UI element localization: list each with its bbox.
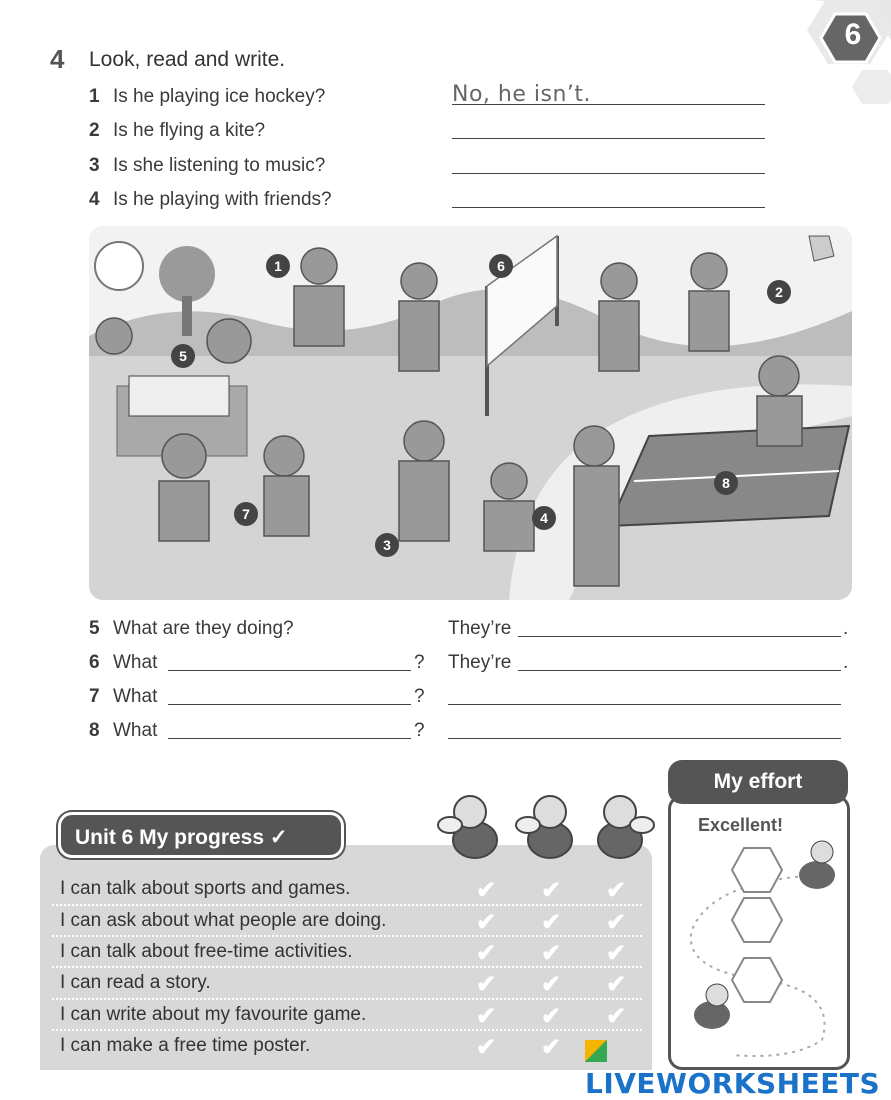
svg-text:4: 4 [540,510,548,526]
svg-text:6: 6 [497,258,505,274]
question-5: 5 What are they doing? [89,618,294,639]
question-2: 2 Is he flying a kite? [89,120,266,141]
liveworksheets-logo: LIVEWORKSHEETS [585,1034,891,1100]
question-7: 7 What [89,686,158,707]
bee-icon-sad [438,796,497,858]
question-6: 6 What [89,652,158,673]
exercise-instruction: Look, read and write. [89,48,286,71]
effort-hexagon-2[interactable] [732,898,782,942]
progress-item-1: I can talk about sports and games. [60,878,351,899]
progress-item-2: I can ask about what people are doing. [60,910,387,931]
tick-r4-c2[interactable]: ✔ [541,971,562,998]
marker-6 [489,254,513,278]
marker-7 [234,502,258,526]
prefix-5: They’re [448,618,512,639]
svg-text:2: 2 [775,284,783,300]
effort-hexagon-path [672,840,847,1065]
answer-line-6[interactable] [518,670,841,671]
tick-r4-c3[interactable]: ✔ [606,971,627,998]
tick-r3-c1[interactable]: ✔ [476,940,497,967]
qmark-8: ? [414,720,425,741]
tick-r6-c1[interactable]: ✔ [476,1034,497,1061]
bee-icon-happy [598,796,654,858]
tick-r3-c3[interactable]: ✔ [606,940,627,967]
svg-text:5: 5 [179,348,187,364]
progress-title: Unit 6 My progress ✓ [58,812,344,858]
svg-text:1: 1 [274,258,282,274]
tick-r2-c2[interactable]: ✔ [541,909,562,936]
bee-icon-top [799,841,835,889]
progress-item-3: I can talk about free-time activities. [60,941,353,962]
svg-text:7: 7 [242,506,250,522]
bee-rating-icons [430,780,660,870]
end-5: . [843,618,849,639]
tick-r5-c1[interactable]: ✔ [476,1003,497,1030]
bee-icon-ok [516,796,572,858]
question-8: 8 What [89,720,158,741]
question-3: 3 Is she listening to music? [89,155,326,176]
answer-line-4[interactable] [452,207,765,208]
question-line-7[interactable] [168,704,411,705]
qmark-7: ? [414,686,425,707]
end-6: . [843,652,849,673]
exercise-number: 4 [50,44,65,74]
tick-r5-c3[interactable]: ✔ [606,1003,627,1030]
answer-line-2[interactable] [452,138,765,139]
tick-r6-c2[interactable]: ✔ [541,1034,562,1061]
marker-3 [375,533,399,557]
tick-r1-c3[interactable]: ✔ [606,877,627,904]
tick-r2-c3[interactable]: ✔ [606,909,627,936]
park-illustration [89,226,852,600]
svg-text:8: 8 [722,475,730,491]
question-4: 4 Is he playing with friends? [89,189,332,210]
unit-number: 6 [844,18,862,51]
answer-line-5[interactable] [518,636,841,637]
effort-level-label: Excellent! [698,815,784,835]
svg-text:3: 3 [383,537,391,553]
unit-badge [800,0,891,110]
effort-hexagon-1[interactable] [732,958,782,1002]
question-1: 1 Is he playing ice hockey? [89,86,326,107]
tick-r4-c1[interactable]: ✔ [476,971,497,998]
answer-line-8[interactable] [448,738,841,739]
marker-1 [266,254,290,278]
prefix-6: They’re [448,652,512,673]
marker-4 [532,506,556,530]
marker-8 [714,471,738,495]
marker-5 [171,344,195,368]
tick-r1-c1[interactable]: ✔ [476,877,497,904]
question-line-6[interactable] [168,670,411,671]
qmark-6: ? [414,652,425,673]
answer-line-1[interactable] [452,104,765,105]
question-line-8[interactable] [168,738,411,739]
tick-r2-c1[interactable]: ✔ [476,909,497,936]
progress-item-5: I can write about my favourite game. [60,1004,367,1025]
answer-line-3[interactable] [452,173,765,174]
progress-item-4: I can read a story. [60,972,211,993]
tick-r3-c2[interactable]: ✔ [541,940,562,967]
answer-1-example: No, he isn’t. [452,82,592,107]
effort-hexagon-3[interactable] [732,848,782,892]
picture-number-markers [89,226,852,600]
effort-title: My effort [668,760,848,804]
bee-icon-bottom [694,984,730,1029]
answer-line-7[interactable] [448,704,841,705]
tick-r5-c2[interactable]: ✔ [541,1003,562,1030]
marker-2 [767,280,791,304]
tick-r1-c2[interactable]: ✔ [541,877,562,904]
progress-item-6: I can make a free time poster. [60,1035,311,1056]
